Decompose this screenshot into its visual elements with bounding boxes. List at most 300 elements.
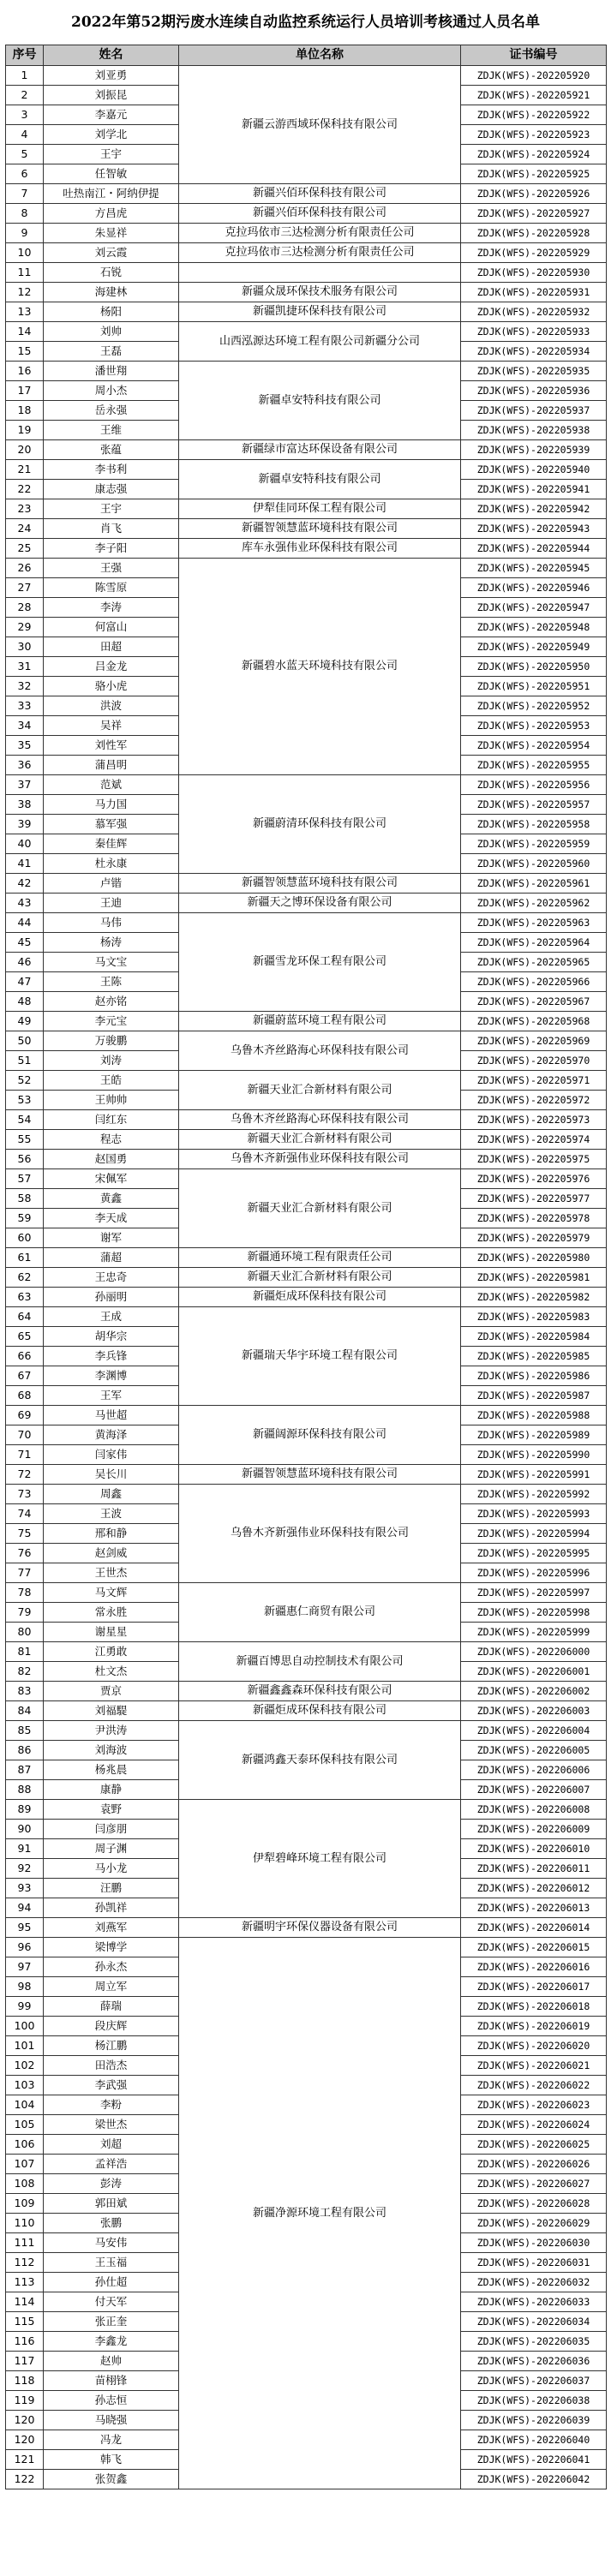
certificate-number: ZDJK(WFS)-202205958	[461, 815, 607, 834]
person-name: 程志	[44, 1130, 179, 1150]
certificate-number: ZDJK(WFS)-202206037	[461, 2371, 607, 2391]
row-number: 52	[6, 1071, 44, 1091]
person-name: 陈雪原	[44, 578, 179, 598]
person-name: 孙丽明	[44, 1288, 179, 1307]
row-number: 111	[6, 2233, 44, 2253]
certificate-number: ZDJK(WFS)-202205975	[461, 1150, 607, 1169]
certificate-number: ZDJK(WFS)-202206013	[461, 1898, 607, 1918]
person-name: 王成	[44, 1307, 179, 1327]
table-row	[6, 559, 607, 578]
table-row	[6, 1169, 607, 1189]
table-row	[6, 224, 607, 243]
row-number: 22	[6, 480, 44, 499]
row-number: 37	[6, 775, 44, 795]
row-number: 16	[6, 362, 44, 381]
row-number: 65	[6, 1327, 44, 1347]
table-row	[6, 1918, 607, 1938]
person-name: 刘涛	[44, 1051, 179, 1071]
row-number: 117	[6, 2352, 44, 2371]
certificate-number: ZDJK(WFS)-202205967	[461, 992, 607, 1012]
row-number: 120	[6, 2411, 44, 2430]
person-name: 王忠奇	[44, 1268, 179, 1288]
person-name: 李书利	[44, 460, 179, 480]
certificate-number: ZDJK(WFS)-202205995	[461, 1544, 607, 1563]
row-number: 61	[6, 1248, 44, 1268]
unit-name: 新疆凯捷环保科技有限公司	[179, 302, 461, 322]
row-number: 120	[6, 2430, 44, 2450]
row-number: 41	[6, 854, 44, 874]
person-name: 王帅帅	[44, 1091, 179, 1110]
table-row	[6, 263, 607, 283]
certificate-number: ZDJK(WFS)-202205950	[461, 657, 607, 677]
certificate-number: ZDJK(WFS)-202206036	[461, 2352, 607, 2371]
row-number: 36	[6, 756, 44, 775]
person-name: 邢和静	[44, 1524, 179, 1544]
table-row	[6, 1701, 607, 1721]
certificate-number: ZDJK(WFS)-202206003	[461, 1701, 607, 1721]
table-header	[6, 45, 607, 66]
row-number: 69	[6, 1406, 44, 1425]
certificate-number: ZDJK(WFS)-202206011	[461, 1859, 607, 1879]
certificate-number: ZDJK(WFS)-202205928	[461, 224, 607, 243]
person-name: 王军	[44, 1386, 179, 1406]
certificate-number: ZDJK(WFS)-202206040	[461, 2430, 607, 2450]
row-number: 18	[6, 401, 44, 421]
row-number: 97	[6, 1957, 44, 1977]
row-number: 70	[6, 1425, 44, 1445]
person-name: 赵国勇	[44, 1150, 179, 1169]
certificate-number: ZDJK(WFS)-202205947	[461, 598, 607, 618]
person-name: 彭涛	[44, 2174, 179, 2194]
table-row	[6, 1465, 607, 1485]
row-number: 12	[6, 283, 44, 302]
person-name: 康志强	[44, 480, 179, 499]
row-number: 42	[6, 874, 44, 894]
certificate-number: ZDJK(WFS)-202205969	[461, 1031, 607, 1051]
certificate-number: ZDJK(WFS)-202205984	[461, 1327, 607, 1347]
person-name: 杨阳	[44, 302, 179, 322]
row-number: 79	[6, 1603, 44, 1623]
row-number: 1	[6, 66, 44, 86]
unit-name: 新疆惠仁商贸有限公司	[179, 1583, 461, 1642]
person-name: 何富山	[44, 618, 179, 637]
unit-name: 新疆净源环境工程有限公司	[179, 1938, 461, 2489]
row-number: 108	[6, 2174, 44, 2194]
certificate-number: ZDJK(WFS)-202206016	[461, 1957, 607, 1977]
table-row	[6, 460, 607, 480]
table-row	[6, 1938, 607, 1957]
person-name: 潘世翔	[44, 362, 179, 381]
person-name: 杨兆晨	[44, 1760, 179, 1780]
certificate-number: ZDJK(WFS)-202205945	[461, 559, 607, 578]
table-row	[6, 499, 607, 519]
table-row	[6, 283, 607, 302]
certificate-number: ZDJK(WFS)-202205931	[461, 283, 607, 302]
certificate-number: ZDJK(WFS)-202205994	[461, 1524, 607, 1544]
person-name: 马力国	[44, 795, 179, 815]
row-number: 21	[6, 460, 44, 480]
certificate-number: ZDJK(WFS)-202205924	[461, 145, 607, 164]
certificate-number: ZDJK(WFS)-202205979	[461, 1228, 607, 1248]
row-number: 32	[6, 677, 44, 696]
row-number: 15	[6, 342, 44, 362]
unit-name: 伊犁碧峰环境工程有限公司	[179, 1800, 461, 1918]
table-row	[6, 913, 607, 933]
person-name: 吴祥	[44, 716, 179, 736]
person-name: 闫家伟	[44, 1445, 179, 1465]
person-name: 马世超	[44, 1406, 179, 1425]
person-name: 刘燕军	[44, 1918, 179, 1938]
row-number: 19	[6, 421, 44, 440]
row-number: 51	[6, 1051, 44, 1071]
person-name: 杨涛	[44, 933, 179, 953]
person-name: 蒲超	[44, 1248, 179, 1268]
person-name: 刘海波	[44, 1741, 179, 1760]
row-number: 9	[6, 224, 44, 243]
row-number: 30	[6, 637, 44, 657]
unit-name: 新疆明宇环保仪器设备有限公司	[179, 1918, 461, 1938]
person-name: 张鹏	[44, 2214, 179, 2233]
row-number: 47	[6, 972, 44, 992]
certificate-number: ZDJK(WFS)-202205944	[461, 539, 607, 559]
table-row	[6, 1721, 607, 1741]
unit-name: 新疆卓安特科技有限公司	[179, 362, 461, 440]
person-name: 李兵锋	[44, 1347, 179, 1366]
certificate-number: ZDJK(WFS)-202205993	[461, 1504, 607, 1524]
person-name: 孙永杰	[44, 1957, 179, 1977]
row-number: 114	[6, 2292, 44, 2312]
row-number: 87	[6, 1760, 44, 1780]
certificate-number: ZDJK(WFS)-202205935	[461, 362, 607, 381]
row-number: 103	[6, 2076, 44, 2095]
certificate-number: ZDJK(WFS)-202206031	[461, 2253, 607, 2273]
header-unit: 单位名称	[179, 45, 461, 66]
row-number: 109	[6, 2194, 44, 2214]
certificate-number: ZDJK(WFS)-202205976	[461, 1169, 607, 1189]
certificate-number: ZDJK(WFS)-202205972	[461, 1091, 607, 1110]
person-name: 江勇敢	[44, 1642, 179, 1662]
certificate-number: ZDJK(WFS)-202205986	[461, 1366, 607, 1386]
certificate-number: ZDJK(WFS)-202205939	[461, 440, 607, 460]
person-name: 周立军	[44, 1977, 179, 1997]
certificate-number: ZDJK(WFS)-202205957	[461, 795, 607, 815]
person-name: 王维	[44, 421, 179, 440]
row-number: 98	[6, 1977, 44, 1997]
row-number: 55	[6, 1130, 44, 1150]
certificate-number: ZDJK(WFS)-202205977	[461, 1189, 607, 1209]
document-title: 2022年第52期污废水连续自动监控系统运行人员培训考核通过人员名单	[71, 14, 540, 31]
certificate-number: ZDJK(WFS)-202205965	[461, 953, 607, 972]
unit-name: 新疆阔源环保科技有限公司	[179, 1406, 461, 1465]
certificate-number: ZDJK(WFS)-202205998	[461, 1603, 607, 1623]
certificate-number: ZDJK(WFS)-202206000	[461, 1642, 607, 1662]
certificate-number: ZDJK(WFS)-202206005	[461, 1741, 607, 1760]
table-row	[6, 184, 607, 204]
person-name: 马文宝	[44, 953, 179, 972]
person-name: 段庆辉	[44, 2017, 179, 2036]
row-number: 106	[6, 2135, 44, 2155]
unit-name: 新疆智领慧蓝环境科技有限公司	[179, 519, 461, 539]
person-name: 卢锴	[44, 874, 179, 894]
person-name: 康静	[44, 1780, 179, 1800]
certificate-number: ZDJK(WFS)-202205992	[461, 1485, 607, 1504]
person-name: 赵亦铭	[44, 992, 179, 1012]
unit-name: 新疆鸿鑫天泰环保科技有限公司	[179, 1721, 461, 1800]
person-name: 王皓	[44, 1071, 179, 1091]
row-number: 66	[6, 1347, 44, 1366]
certificate-number: ZDJK(WFS)-202205942	[461, 499, 607, 519]
person-name: 马文辉	[44, 1583, 179, 1603]
unit-name: 乌鲁木齐新强伟业环保科技有限公司	[179, 1485, 461, 1583]
person-name: 梁博学	[44, 1938, 179, 1957]
table-row	[6, 894, 607, 913]
row-number: 5	[6, 145, 44, 164]
certificate-number: ZDJK(WFS)-202206015	[461, 1938, 607, 1957]
certificate-number: ZDJK(WFS)-202206024	[461, 2115, 607, 2135]
row-number: 57	[6, 1169, 44, 1189]
unit-name: 新疆兴佰环保科技有限公司	[179, 204, 461, 224]
row-number: 115	[6, 2312, 44, 2332]
person-name: 慕军强	[44, 815, 179, 834]
person-name: 冯龙	[44, 2430, 179, 2450]
person-name: 洪波	[44, 696, 179, 716]
table-row	[6, 1288, 607, 1307]
table-row	[6, 362, 607, 381]
row-number: 80	[6, 1623, 44, 1642]
certificate-number: ZDJK(WFS)-202206026	[461, 2155, 607, 2174]
certificate-number: ZDJK(WFS)-202205988	[461, 1406, 607, 1425]
certificate-number: ZDJK(WFS)-202206029	[461, 2214, 607, 2233]
person-name: 苗栩锋	[44, 2371, 179, 2391]
certificate-number: ZDJK(WFS)-202205987	[461, 1386, 607, 1406]
row-number: 68	[6, 1386, 44, 1406]
person-name: 王宇	[44, 145, 179, 164]
certificate-number: ZDJK(WFS)-202205982	[461, 1288, 607, 1307]
table-row	[6, 1485, 607, 1504]
row-number: 58	[6, 1189, 44, 1209]
unit-name: 新疆智领慧蓝环境科技有限公司	[179, 1465, 461, 1485]
certificate-number: ZDJK(WFS)-202205980	[461, 1248, 607, 1268]
row-number: 107	[6, 2155, 44, 2174]
person-name: 李嘉元	[44, 105, 179, 125]
certificate-number: ZDJK(WFS)-202206025	[461, 2135, 607, 2155]
person-name: 王玉福	[44, 2253, 179, 2273]
certificate-number: ZDJK(WFS)-202206041	[461, 2450, 607, 2470]
certificate-number: ZDJK(WFS)-202205927	[461, 204, 607, 224]
certificate-number: ZDJK(WFS)-202205951	[461, 677, 607, 696]
row-number: 33	[6, 696, 44, 716]
certificate-number: ZDJK(WFS)-202205964	[461, 933, 607, 953]
person-name: 赵帅	[44, 2352, 179, 2371]
person-name: 李元宝	[44, 1012, 179, 1031]
certificate-number: ZDJK(WFS)-202205955	[461, 756, 607, 775]
table-row	[6, 322, 607, 342]
certificate-number: ZDJK(WFS)-202206006	[461, 1760, 607, 1780]
person-name: 杜永康	[44, 854, 179, 874]
row-number: 90	[6, 1820, 44, 1839]
row-number: 14	[6, 322, 44, 342]
certificate-number: ZDJK(WFS)-202205948	[461, 618, 607, 637]
person-name: 孟祥浩	[44, 2155, 179, 2174]
table-row	[6, 243, 607, 263]
unit-name: 乌鲁木齐丝路海心环保科技有限公司	[179, 1110, 461, 1130]
certificate-number: ZDJK(WFS)-202205921	[461, 86, 607, 105]
row-number: 13	[6, 302, 44, 322]
person-name: 杜文杰	[44, 1662, 179, 1682]
row-number: 122	[6, 2470, 44, 2489]
certificate-number: ZDJK(WFS)-202205989	[461, 1425, 607, 1445]
certificate-number: ZDJK(WFS)-202206028	[461, 2194, 607, 2214]
row-number: 85	[6, 1721, 44, 1741]
row-number: 40	[6, 834, 44, 854]
row-number: 53	[6, 1091, 44, 1110]
person-name: 韩飞	[44, 2450, 179, 2470]
row-number: 74	[6, 1504, 44, 1524]
row-number: 10	[6, 243, 44, 263]
table-row	[6, 1583, 607, 1603]
certificate-number: ZDJK(WFS)-202206014	[461, 1918, 607, 1938]
table-row	[6, 874, 607, 894]
unit-name: 新疆蔚蓝环境工程有限公司	[179, 1012, 461, 1031]
row-number: 116	[6, 2332, 44, 2352]
person-name: 张贺鑫	[44, 2470, 179, 2489]
person-name: 周子渊	[44, 1839, 179, 1859]
person-name: 周鑫	[44, 1485, 179, 1504]
person-name: 马小龙	[44, 1859, 179, 1879]
certificate-number: ZDJK(WFS)-202205922	[461, 105, 607, 125]
row-number: 91	[6, 1839, 44, 1859]
person-name: 刘云霞	[44, 243, 179, 263]
person-name: 马晓强	[44, 2411, 179, 2430]
row-number: 99	[6, 1997, 44, 2017]
unit-name: 伊犁佳同环保工程有限公司	[179, 499, 461, 519]
row-number: 105	[6, 2115, 44, 2135]
row-number: 2	[6, 86, 44, 105]
unit-name	[179, 263, 461, 283]
table-row	[6, 66, 607, 86]
certificate-number: ZDJK(WFS)-202205941	[461, 480, 607, 499]
row-number: 28	[6, 598, 44, 618]
person-name: 王迪	[44, 894, 179, 913]
row-number: 56	[6, 1150, 44, 1169]
certificate-number: ZDJK(WFS)-202205997	[461, 1583, 607, 1603]
table-row	[6, 1642, 607, 1662]
person-name: 田浩杰	[44, 2056, 179, 2076]
row-number: 31	[6, 657, 44, 677]
certificate-number: ZDJK(WFS)-202205961	[461, 874, 607, 894]
row-number: 112	[6, 2253, 44, 2273]
person-name: 梁世杰	[44, 2115, 179, 2135]
certificate-number: ZDJK(WFS)-202206023	[461, 2095, 607, 2115]
certificate-number: ZDJK(WFS)-202205932	[461, 302, 607, 322]
certificate-number: ZDJK(WFS)-202205970	[461, 1051, 607, 1071]
table-row	[6, 1307, 607, 1327]
certificate-number: ZDJK(WFS)-202206027	[461, 2174, 607, 2194]
row-number: 49	[6, 1012, 44, 1031]
certificate-number: ZDJK(WFS)-202205991	[461, 1465, 607, 1485]
certificate-number: ZDJK(WFS)-202205943	[461, 519, 607, 539]
certificate-number: ZDJK(WFS)-202205933	[461, 322, 607, 342]
person-name: 张正奎	[44, 2312, 179, 2332]
table-row	[6, 1130, 607, 1150]
row-number: 35	[6, 736, 44, 756]
table-row	[6, 775, 607, 795]
header-cert: 证书编号	[461, 45, 607, 66]
person-name: 周小杰	[44, 381, 179, 401]
person-name: 尹洪涛	[44, 1721, 179, 1741]
person-name: 黄鑫	[44, 1189, 179, 1209]
unit-name: 山西泓源达环境工程有限公司新疆分公司	[179, 322, 461, 362]
person-name: 闫彦朋	[44, 1820, 179, 1839]
unit-name: 新疆炬成环保科技有限公司	[179, 1701, 461, 1721]
certificate-number: ZDJK(WFS)-202205960	[461, 854, 607, 874]
certificate-number: ZDJK(WFS)-202206042	[461, 2470, 607, 2489]
certificate-number: ZDJK(WFS)-202206032	[461, 2273, 607, 2292]
person-name: 吐热南江・阿纳伊提	[44, 184, 179, 204]
person-name: 谢星星	[44, 1623, 179, 1642]
person-name: 岳永强	[44, 401, 179, 421]
certificate-number: ZDJK(WFS)-202205940	[461, 460, 607, 480]
certificate-number: ZDJK(WFS)-202205985	[461, 1347, 607, 1366]
row-number: 59	[6, 1209, 44, 1228]
certificate-number: ZDJK(WFS)-202205952	[461, 696, 607, 716]
row-number: 60	[6, 1228, 44, 1248]
certificate-number: ZDJK(WFS)-202206035	[461, 2332, 607, 2352]
person-name: 闫红东	[44, 1110, 179, 1130]
unit-name: 克拉玛依市三达检测分析有限责任公司	[179, 224, 461, 243]
row-number: 95	[6, 1918, 44, 1938]
unit-name: 新疆天业汇合新材料有限公司	[179, 1071, 461, 1110]
table-row	[6, 1248, 607, 1268]
person-name: 刘超	[44, 2135, 179, 2155]
row-number: 104	[6, 2095, 44, 2115]
person-name: 王世杰	[44, 1563, 179, 1583]
row-number: 54	[6, 1110, 44, 1130]
person-name: 秦佳辉	[44, 834, 179, 854]
header-name: 姓名	[44, 45, 179, 66]
row-number: 121	[6, 2450, 44, 2470]
row-number: 92	[6, 1859, 44, 1879]
person-name: 任智敏	[44, 164, 179, 184]
certificate-number: ZDJK(WFS)-202205973	[461, 1110, 607, 1130]
certificate-number: ZDJK(WFS)-202205974	[461, 1130, 607, 1150]
person-name: 李鑫龙	[44, 2332, 179, 2352]
row-number: 89	[6, 1800, 44, 1820]
row-number: 25	[6, 539, 44, 559]
table-row	[6, 1682, 607, 1701]
row-number: 11	[6, 263, 44, 283]
unit-name: 新疆炬成环保科技有限公司	[179, 1288, 461, 1307]
row-number: 23	[6, 499, 44, 519]
certificate-number: ZDJK(WFS)-202205954	[461, 736, 607, 756]
table-row	[6, 539, 607, 559]
person-name: 石锐	[44, 263, 179, 283]
person-name: 杨江鹏	[44, 2036, 179, 2056]
certificate-number: ZDJK(WFS)-202205920	[461, 66, 607, 86]
certificate-number: ZDJK(WFS)-202205956	[461, 775, 607, 795]
row-number: 3	[6, 105, 44, 125]
unit-name: 新疆鑫鑫森环保科技有限公司	[179, 1682, 461, 1701]
row-number: 62	[6, 1268, 44, 1288]
certificate-number: ZDJK(WFS)-202206021	[461, 2056, 607, 2076]
certificate-number: ZDJK(WFS)-202206039	[461, 2411, 607, 2430]
row-number: 24	[6, 519, 44, 539]
certificate-number: ZDJK(WFS)-202205968	[461, 1012, 607, 1031]
person-name: 吴长川	[44, 1465, 179, 1485]
person-name: 贾京	[44, 1682, 179, 1701]
certificate-number: ZDJK(WFS)-202206010	[461, 1839, 607, 1859]
certificate-number: ZDJK(WFS)-202205981	[461, 1268, 607, 1288]
